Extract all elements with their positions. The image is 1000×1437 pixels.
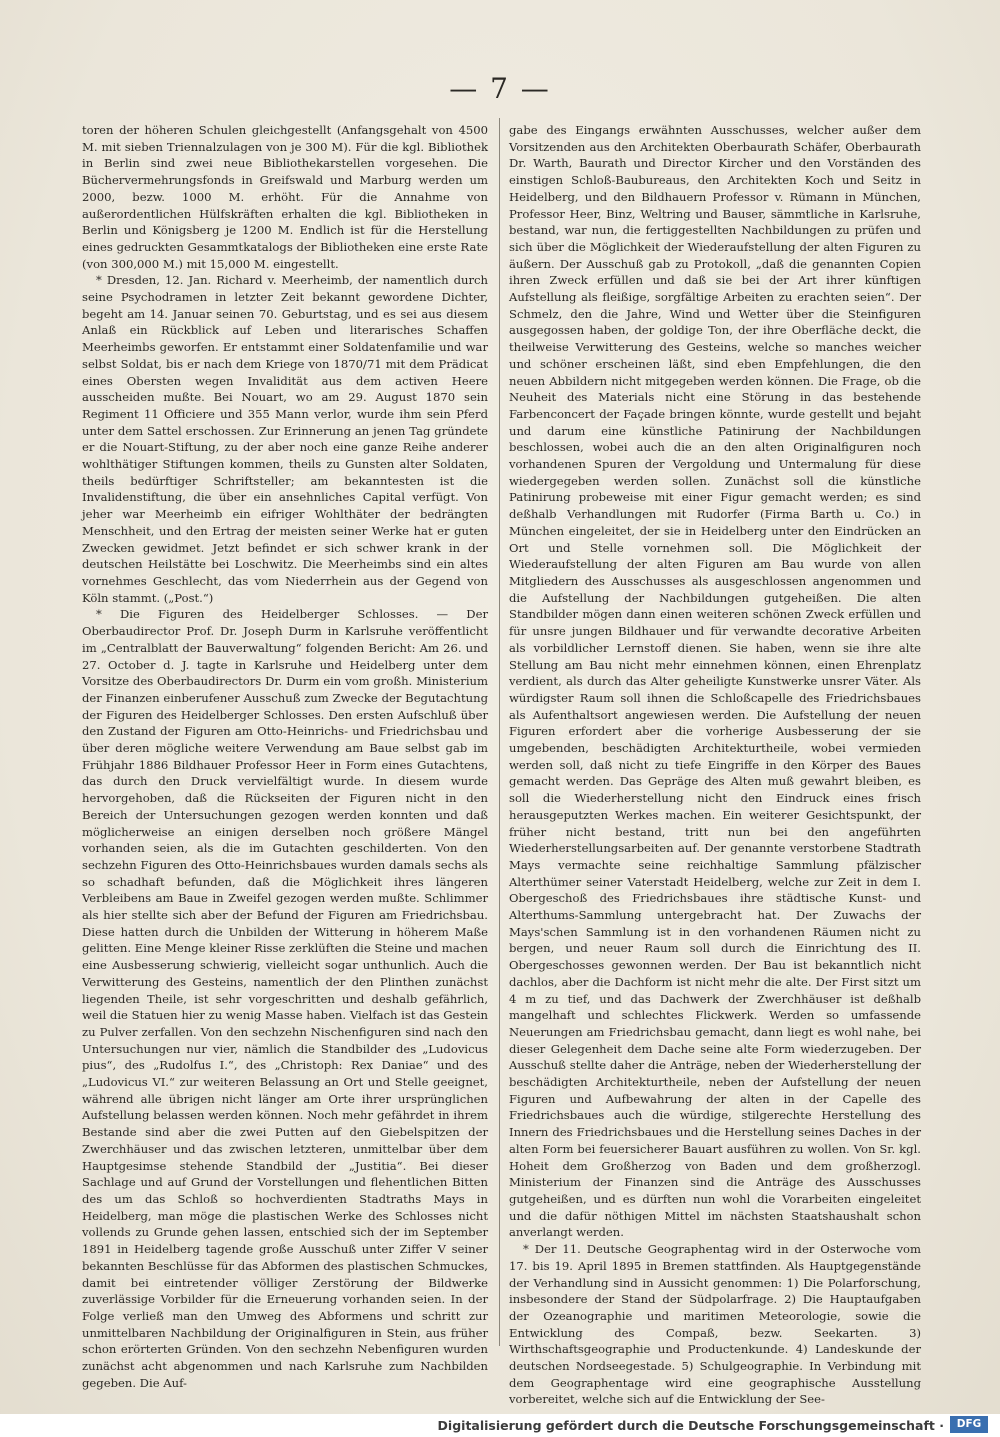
- paragraph-geographentag: * Der 11. Deutsche Geographentag wird in der Osterwoche vom 17. bis 19. April 1895 in Bremen stattfinden. Als Hauptgegenstände der Verhandlung sind in Aussicht genommen: 1) Die Polarforschung, insbesondere der Stand der Südpolarfrage. 2) Die Hauptaufgaben der Ozeanographie und maritimen Meteorologie, sowie die Entwicklung des Compaß, bezw. Seekarten. 3) Wirthschaftsgeographie und Productenkunde. 4) Landeskunde der deutschen Nordseegestade. 5) Schulgeographie. In Verbindung mit dem Geographentage wird eine geographische Ausstellung vorbereitet, welche sich auf die Entwicklung der See-: [509, 1242, 921, 1407]
- paragraph-budget: toren der höheren Schulen gleichgestellt (Anfangsgehalt von 4500 M. mit sieben Triennalzulagen von je 300 M). Für die kgl. Bibliothek in Berlin sind zwei neue Bibliothekarstellen vorgesehen. Die Büchervermehrungsfonds in Greifswald und Marburg werden um 2000, bezw. 1000 M. erhöht. Für die Annahme von außerordentlichen Hülfskräften erhalten die kgl. Bibliotheken in Berlin und Königsberg je 1200 M. Endlich ist für die Herstellung eines gedruckten Gesammtkatalogs der Bibliotheken eine erste Rate (von 300,000 M.) mit 15,000 M. eingestellt.: [82, 123, 488, 271]
- page-number: — 7 —: [449, 72, 551, 105]
- paragraph-heidelberg-figures: * Die Figuren des Heidelberger Schlosses. — Der Oberbaudirector Prof. Dr. Joseph Durm in Karlsruhe veröffentlicht im „Centralblatt der Bauverwaltung“ folgenden Bericht: Am 26. und 27. October d. J. tagte in Karlsruhe und Heidelberg unter dem Vorsitze des Oberbaudirectors Dr. Durm ein vom großh. Ministerium der Finanzen einberufener Ausschuß zum Zwecke der Begutachtung der Figuren des Heidelberger Schlosses. Den ersten Aufschluß über den Zustand der Figuren am Otto-Heinrichs- und Friedrichsbau und über deren mögliche weitere Verwendung am Baue selbst gab im Frühjahr 1886 Bildhauer Professor Heer in Form eines Gutachtens, das durch den Druck vervielfältigt wurde. In diesem wurde hervorgehoben, daß die Rückseiten der Figuren nicht in den Bereich der Untersuchungen gezogen werden konnten und daß möglicherweise an einigen derselben noch größere Mängel vorhanden seien, als die im Gutachten geschilderten. Von den sechzehn Figuren des Otto-Heinrichsbaues wurden damals sechs als so schadhaft befunden, daß die Möglichkeit ihres längeren Verbleibens am Baue in Zweifel gezogen werden mußte. Schlimmer als hier stellte sich aber der Befund der Figuren am Friedrichsbau. Diese hatten durch die Unbilden der Witterung in höherem Maße gelitten. Eine Menge kleiner Risse zerklüften die Steine und machen eine Ausbesserung schwierig, vielleicht sogar unthunlich. Auch die Verwitterung des Gesteins, namentlich der den Plinthen zunächst liegenden Theile, ist sehr vorgeschritten und deshalb gefährlich, weil die Statuen hier zu wenig Masse haben. Vielfach ist das Gestein zu Pulver zerfallen. Von den sechzehn Nischenfiguren sind nach den Untersuchungen nur vier, nämlich die Standbilder des „Ludovicus pius“, des „Rudolfus I.“, des „Christoph: Rex Daniae“ und des „Ludovicus VI.“ zur weiteren Belassung an Ort und Stelle geeignet, während alle übrigen nicht länger am Orte ihrer ursprünglichen Aufstellung belassen werden können. Noch mehr gefährdet in ihrem Bestande sind aber die zwei Putten auf den Giebelspitzen der Zwerchhäuser und das zwischen letzteren, unmittelbar über dem Hauptgesimse stehende Standbild der „Justitia“. Bei dieser Sachlage und auf Grund der Vorstellungen und flehentlichen Bitten des um das Schloß so hochverdienten Stadtraths Mays in Heidelberg, man möge die plastischen Werke des Schlosses nicht vollends zu Grunde gehen lassen, entschied sich der im September 1891 in Heidelberg tagende große Ausschuß unter Ziffer V seiner bekannten Beschlüsse für das Abformen des plastischen Schmuckes, damit bei eintretender völliger Zerstörung der Bildwerke zuverlässige Vorbilder für die Erneuerung vorhanden seien. In der Folge verließ man den Umweg des Abformens und schritt zur unmittelbaren Nachbildung der Originalfiguren in Stein, aus früher schon erörterten Gründen. Von den sechzehn Nebenfiguren wurden zunächst acht abgenommen und nach Karlsruhe zum Nachbilden gegeben. Die Auf-: [82, 607, 488, 1390]
- paragraph-committee: gabe des Eingangs erwähnten Ausschusses, welcher außer dem Vorsitzenden aus den Architekten Oberbaurath Schäfer, Oberbaurath Dr. Warth, Baurath und Director Kircher und den Vorständen des einstigen Schloß-Baubureaus, den Architekten Koch und Seitz in Heidelberg, und den Bildhauern Professor v. Rümann in München, Professor Heer, Binz, Weltring und Bauser, sämmtliche in Karlsruhe, bestand, war nun, die fertiggestellten Nachbildungen zu prüfen und sich über die Möglichkeit der Wiederaufstellung der alten Figuren zu äußern. Der Ausschuß gab zu Protokoll, „daß die genannten Copien ihren Zweck erfüllen und daß sie bei der Art ihrer künftigen Aufstellung als fleißige, sorgfältige Arbeiten zu erachten seien“. Der Schmelz, den die Jahre, Wind und Wetter über die Steinfiguren ausgegossen haben, der goldige Ton, der ihre Oberfläche deckt, die theilweise Verwitterung des Gesteins, welche so manches weicher und schöner erscheinen läßt, sind eben Empfehlungen, die den neuen Abbildern nicht mitgegeben werden können. Die Frage, ob die Neuheit des Materials nicht eine Störung in das bestehende Farbenconcert der Façade bringen könnte, wurde gestellt und bejaht und darum eine künstliche Patinirung der Nachbildungen beschlossen, wobei auch die an den alten Originalfiguren noch vorhandenen Spuren der Vergoldung und Untermalung für diese wiedergegeben werden sollen. Zunächst soll die künstliche Patinirung probeweise mit einer Figur gemacht werden; es sind deßhalb Verhandlungen mit Rudorfer (Firma Barth u. Co.) in München eingeleitet, der sie in Heidelberg unter den Eindrücken an Ort und Stelle vornehmen soll. Die Möglichkeit der Wiederaufstellung der alten Figuren am Bau wurde von allen Mitgliedern des Ausschusses als ausgeschlossen angenommen und die Aufstellung der Nachbildungen gutgeheißen. Die alten Standbilder mögen dann einen weiteren schönen Zweck erfüllen und für unsre jungen Bildhauer und für verwandte decorative Arbeiten als vorbildlicher Lernstoff dienen. Sie haben, wenn sie ihre alte Stellung am Bau nicht mehr einnehmen können, einen Ehrenplatz verdient, als durch das Alter geheiligte Kunstwerke unsrer Väter. Als würdigster Raum soll ihnen die Schloßcapelle des Friedrichsbaues als Aufenthaltsort angewiesen werden. Die Aufstellung der neuen Figuren erfordert aber die vorherige Ausbesserung der sie umgebenden, beschädigten Architekturtheile, wobei vermieden werden soll, daß nicht zu tiefe Eingriffe in den Körper des Baues gemacht werden. Das Gepräge des Alten muß gewahrt bleiben, es soll die Wiederherstellung nicht den Eindruck eines frisch herausgeputzten Werkes machen. Ein weiterer Gesichtspunkt, der früher nicht bestand, tritt nun bei den angeführten Wiederherstellungsarbeiten auf. Der genannte verstorbene Stadtrath Mays vermachte seine reichhaltige Sammlung pfälzischer Alterthümer seiner Vaterstadt Heidelberg, welche zur Zeit in dem I. Obergeschoß des Friedrichsbaues ihre städtische Kunst- und Alterthums-Sammlung untergebracht hat. Der Zuwachs der Mays'schen Sammlung ist in den vorhandenen Räumen nicht zu bergen, und neuer Raum soll durch die Einrichtung des II. Obergeschosses gewonnen werden. Der Bau ist bekanntlich nicht dachlos, aber die Dachform ist nicht mehr die alte. Der First sitzt um 4 m zu tief, und das Dachwerk der Zwerchhäuser ist deßhalb mangelhaft und schlechtes Flickwerk. Werden so umfassende Neuerungen am Friedrichsbau gemacht, dann liegt es wohl nahe, bei dieser Gelegenheit dem Dache seine alte Form wiederzugeben. Der Ausschuß stellte daher die Anträge, neben der Wiederherstellung der beschädigten Architekturtheile, neben der Aufstellung der neuen Figuren und Aufbewahrung der alten in der Capelle des Friedrichsbaues auch die würdige, stilgerechte Herstellung des Innern des Friedrichsbaues und die Herstellung seines Daches in der alten Form bei feuersicherer Bauart ausführen zu wollen. Von Sr. kgl. Hoheit dem Großherzog von Baden und dem großherzogl. Ministerium der Finanzen sind die Anträge des Ausschusses gutgeheißen, und es dürften nun wohl die Vorarbeiten eingeleitet und die dafür nöthigen Mittel im nächsten Staatshaushalt schon anverlangt werden.: [509, 123, 921, 1240]
- dfg-logo-icon: DFG: [950, 1416, 988, 1433]
- left-column: [82, 122, 488, 1390]
- footer-credit: Digitalisierung gefördert durch die Deutsche Forschungsgemeinschaft ·: [437, 1418, 944, 1433]
- paragraph-dresden: * Dresden, 12. Jan. Richard v. Meerheimb, der namentlich durch seine Psychodramen in letzter Zeit bekannt gewordene Dichter, begeht am 14. Januar seinen 70. Geburtstag, und es sei aus diesem Anlaß ein Rückblick auf Leben und literarisches Schaffen Meerheimbs geworfen. Er entstammt einer Soldatenfamilie und war selbst Soldat, bis er nach dem Kriege von 1870/71 mit dem Prädicat eines Obersten wegen Invalidität aus dem activen Heere ausscheiden mußte. Bei Nouart, wo am 29. August 1870 sein Regiment 11 Officiere und 355 Mann verlor, wurde ihm sein Pferd unter dem Sattel erschossen. Zur Erinnerung an jenen Tag gründete er die Nouart-Stiftung, zu der aber noch eine ganze Reihe anderer wohlthätiger Stiftungen kommen, theils zu Gunsten alter Soldaten, theils bedürftiger Schriftsteller; am bekanntesten ist die Invalidenstiftung, die über ein ansehnliches Capital verfügt. Von jeher war Meerheimb ein eifriger Wohlthäter der bedrängten Menschheit, und den Ertrag der meisten seiner Werke hat er guten Zwecken gewidmet. Jetzt befindet er sich schwer krank in der deutschen Heilstätte bei Loschwitz. Die Meerheimbs sind ein altes vornehmes Geschlecht, das vom Niederrhein aus der Gegend von Köln stammt. („Post.“): [82, 273, 488, 605]
- column-divider: [499, 118, 500, 1346]
- right-column: [509, 122, 921, 1407]
